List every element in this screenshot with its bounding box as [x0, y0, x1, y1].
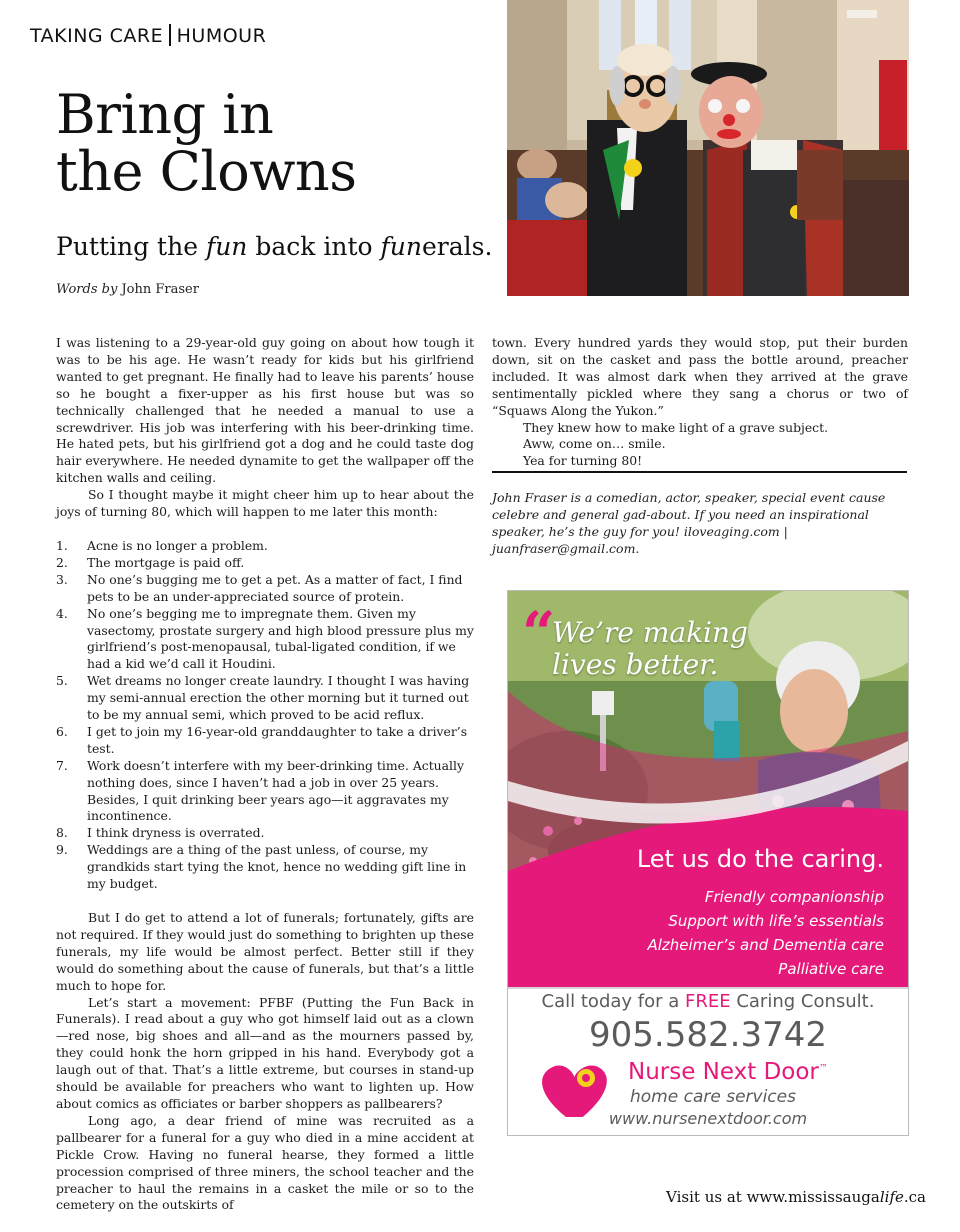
list-number: 9.: [56, 842, 68, 858]
ad-service-item: Friendly companionship: [704, 888, 884, 906]
list-text: I think dryness is overrated.: [87, 825, 265, 841]
nurse-next-door-ad: [507, 590, 909, 1136]
ad-phone-number[interactable]: 905.582.3742: [589, 1015, 827, 1055]
article-subtitle: [56, 232, 492, 261]
article-column-right: [492, 335, 908, 470]
list-number: 2.: [56, 554, 68, 570]
ad-call-to-action: [508, 991, 908, 1012]
ad-script-line: We’re making: [552, 616, 748, 649]
article-column-left: [56, 335, 474, 1214]
subtitle-part: back into: [247, 232, 381, 261]
list-text: Weddings are a thing of the past unless, of course, my grandkids start tying the knot, hence no wedding gift line in my budget.: [87, 842, 467, 892]
subtitle-fun: fun: [380, 232, 422, 261]
list-number: 5.: [56, 673, 68, 689]
subsection-name: HUMOUR: [176, 25, 267, 47]
byline: [56, 282, 199, 297]
list-item: [56, 572, 474, 606]
list-item: [56, 538, 474, 555]
list-text: Work doesn’t interfere with my beer-drinking time. Actually nothing does, since I haven’t had a job in over 25 years. Besides, I quit drinking beer years ago—it aggravates my incontinence.: [87, 757, 464, 824]
ad-brand-name: [628, 1059, 828, 1085]
footer-visit-link[interactable]: [666, 1188, 926, 1206]
joys-list: [56, 538, 474, 893]
list-text: The mortgage is paid off.: [87, 554, 245, 570]
title-line-2: the Clowns: [56, 140, 357, 203]
paragraph: So I thought maybe it might cheer him up to hear about the joys of turning 80, which will happen to me later this month:: [56, 487, 474, 520]
list-number: 6.: [56, 723, 68, 739]
list-item: [56, 825, 474, 842]
list-number: 8.: [56, 825, 68, 841]
list-text: No one’s bugging me to get a pet. As a matter of fact, I find pets to be an under-appreciated source of protein.: [87, 571, 463, 604]
bio-divider: [492, 471, 907, 473]
paragraph: town. Every hundred yards they would stop, put their burden down, sit on the casket and pass the bottle around, preacher included. It was almost dark when they arrived at the grave sentimentally pickled where they sang a chorus or two of “Squaws Along the Yukon.”: [492, 335, 908, 418]
byline-label: Words by: [56, 282, 118, 297]
ad-services: [508, 885, 884, 981]
closing-line: Yea for turning 80!: [523, 453, 643, 469]
list-item: [56, 606, 474, 674]
closing-line: Aww, come on… smile.: [523, 436, 666, 452]
subtitle-part: Putting the: [56, 232, 206, 261]
author-bio: John Fraser is a comedian, actor, speaker, special event cause celebre and general gad-about. If you need an inspirational speaker, he’s the guy for you! iloveaging.com | juanfraser@gmail.com.: [492, 490, 886, 556]
paragraph: Let’s start a movement: PFBF (Putting the Fun Back in Funerals). I read about a guy who got himself laid out as a clown—red nose, big shoes and all—and as the mourners passed by, they could honk the horn gripped in his hand. Everybody got a laugh out of that. That’s a little extreme, but courses in stand-up should be available for preachers who want to lighten up. How about comics as officiates or barber shoppers as pallbearers?: [56, 994, 474, 1111]
list-number: 3.: [56, 571, 68, 587]
ad-tagline: home care services: [630, 1087, 796, 1107]
clowns-photo: [507, 0, 909, 296]
list-text: Wet dreams no longer create laundry. I thought I was having my semi-annual erection the other morning but it turned out to be my annual semi, which proved to be acid reflux.: [87, 673, 470, 723]
section-divider: [169, 24, 171, 46]
list-item: [56, 842, 474, 893]
ad-service-item: Palliative care: [778, 960, 884, 978]
subtitle-part: erals.: [421, 232, 493, 261]
list-item: [56, 673, 474, 724]
ad-script-slogan: [552, 617, 748, 681]
ad-service-item: Alzheimer’s and Dementia care: [647, 936, 884, 954]
article-title: [56, 83, 357, 203]
quote-mark: “: [522, 599, 556, 667]
list-text: I get to join my 16-year-old granddaughter to take a driver’s test.: [87, 723, 468, 756]
list-number: 7.: [56, 757, 68, 773]
section-label: [30, 24, 266, 47]
footer-italic: life: [879, 1188, 904, 1206]
list-text: No one’s begging me to impregnate them. Given my vasectomy, prostate surgery and high blood pressure plus my girlfriend’s post-menopausal, tubal-ligated condition, if we had a kid we’d call it Houdini.: [87, 605, 474, 672]
brand-text: Nurse Next Door: [628, 1059, 819, 1085]
list-item: [56, 555, 474, 572]
list-item: [56, 724, 474, 758]
cta-text: Call today for a: [541, 991, 685, 1012]
ad-headline: Let us do the caring.: [636, 845, 884, 873]
closing-line: They knew how to make light of a grave subject.: [523, 419, 829, 435]
subtitle-fun: fun: [205, 232, 248, 261]
ad-url[interactable]: www.nursenextdoor.com: [608, 1109, 808, 1128]
paragraph: I was listening to a 29-year-old guy going on about how tough it was to be his age. He wasn’t ready for kids but his girlfriend wanted to get pregnant. He finally had to leave his parents’ house so he bought a fixer-upper as his first house but was so technically challenged that he needed a manual to use a screwdriver. His job was interfering with his beer-drinking time. He hated pets, but his girlfriend got a dog and he could taste dog hair everywhere. He needed dynamite to get the wallpaper off the kitchen walls and ceiling.: [56, 335, 474, 486]
cta-free: FREE: [685, 991, 731, 1012]
section-name: TAKING CARE: [30, 25, 164, 47]
footer-text: Visit us at www.mississauga: [666, 1188, 880, 1206]
author-name: John Fraser: [121, 282, 199, 297]
cta-text: Caring Consult.: [730, 991, 875, 1012]
list-number: 4.: [56, 605, 68, 621]
list-number: 1.: [56, 537, 68, 553]
title-line-1: Bring in: [56, 83, 274, 146]
ad-script-line: lives better.: [552, 648, 719, 681]
paragraph: But I do get to attend a lot of funerals; fortunately, gifts are not required. If they would just do something to brighten up these funerals, my life would be almost perfect. Better still if they would do something about the cause of funerals, but that’s a little much to hope for.: [56, 910, 474, 993]
footer-text: .ca: [903, 1188, 926, 1206]
list-item: [56, 758, 474, 826]
paragraph: Long ago, a dear friend of mine was recruited as a pallbearer for a funeral for a guy who died in a mine accident at Pickle Crow. Having no funeral hearse, they formed a little procession comprised of three miners, the school teacher and the preacher to haul the remains in a casket the mile or so to the cemetery on the outskirts of: [56, 1112, 474, 1213]
brand-trademark: ™: [818, 1063, 828, 1074]
ad-service-item: Support with life’s essentials: [668, 912, 884, 930]
list-text: Acne is no longer a problem.: [87, 537, 268, 553]
